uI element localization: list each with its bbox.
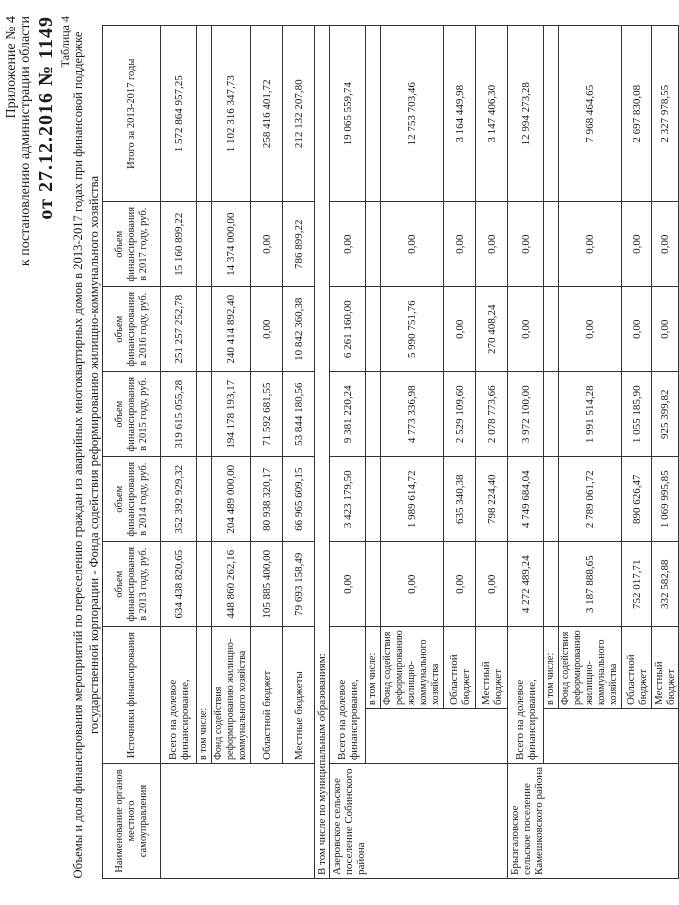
value-cell: 0,00 <box>508 202 544 287</box>
value-cell <box>366 26 381 202</box>
column-header: объем финансирования в 2015 году, руб. <box>103 372 161 457</box>
value-cell: 4 272 489,24 <box>508 542 544 627</box>
value-cell: 0,00 <box>444 542 476 627</box>
value-cell <box>197 457 212 542</box>
value-cell: 4 773 336,98 <box>381 372 444 457</box>
value-cell: 105 885 400,00 <box>251 542 283 627</box>
value-cell: 212 132 207,80 <box>283 26 315 202</box>
value-cell: 448 860 262,16 <box>212 542 251 627</box>
value-cell: 634 438 820,65 <box>161 542 197 627</box>
value-cell: 0,00 <box>508 287 544 372</box>
table-row <box>330 26 366 879</box>
appendix-number: Приложение № 4 <box>4 16 19 119</box>
totals-label-cell <box>161 764 315 879</box>
municipality-name: Брызгаловское сельское поселение Камешковского района <box>508 764 679 879</box>
column-header: Итого за 2013-2017 годы <box>103 26 161 202</box>
value-cell <box>197 372 212 457</box>
value-cell: 352 392 929,32 <box>161 457 197 542</box>
value-cell <box>544 457 559 542</box>
table-number: Таблица 4 <box>58 16 72 68</box>
value-cell: 258 416 401,72 <box>251 26 283 202</box>
indent-cell <box>366 709 508 764</box>
source-cell: в том числе: <box>544 627 559 709</box>
value-cell <box>366 202 381 287</box>
source-cell: Фонд содействия реформированию жилищно-коммунального хозяйства <box>381 627 444 709</box>
table-row <box>197 26 212 879</box>
indent-cell <box>544 709 679 764</box>
value-cell: 3 423 179,50 <box>330 457 366 542</box>
value-cell: 0,00 <box>330 542 366 627</box>
value-cell: 6 261 160,00 <box>330 287 366 372</box>
value-cell: 10 842 360,38 <box>283 287 315 372</box>
table-row <box>161 26 197 879</box>
source-cell: Местный бюджет <box>476 627 508 709</box>
value-cell: 925 399,82 <box>652 372 679 457</box>
source-cell: в том числе: <box>366 627 381 709</box>
table-row <box>212 26 251 879</box>
value-cell <box>544 26 559 202</box>
source-cell: Всего на долевое финансирование, <box>161 627 197 764</box>
value-cell: 79 693 158,49 <box>283 542 315 627</box>
value-cell <box>366 372 381 457</box>
value-cell: 3 147 406,30 <box>476 26 508 202</box>
value-cell: 0,00 <box>251 287 283 372</box>
value-cell: 2 078 773,66 <box>476 372 508 457</box>
value-cell: 53 844 180,56 <box>283 372 315 457</box>
value-cell: 2 327 978,55 <box>652 26 679 202</box>
value-cell <box>197 202 212 287</box>
value-cell: 0,00 <box>652 202 679 287</box>
value-cell: 19 065 559,74 <box>330 26 366 202</box>
value-cell: 14 374 000,00 <box>212 202 251 287</box>
value-cell: 240 414 892,40 <box>212 287 251 372</box>
value-cell <box>197 26 212 202</box>
source-cell: Местные бюджеты <box>283 627 315 764</box>
value-cell: 2 697 830,08 <box>622 26 652 202</box>
value-cell: 0,00 <box>330 202 366 287</box>
value-cell: 251 257 252,78 <box>161 287 197 372</box>
value-cell: 12 994 273,28 <box>508 26 544 202</box>
value-cell: 1 055 185,90 <box>622 372 652 457</box>
value-cell: 319 615 055,28 <box>161 372 197 457</box>
value-cell: 798 224,40 <box>476 457 508 542</box>
source-cell: Фонд содействия реформированию жилищно-коммунального хозяйства <box>559 627 622 709</box>
value-cell: 3 187 888,65 <box>559 542 622 627</box>
value-cell: 66 965 609,15 <box>283 457 315 542</box>
column-header: Наименование органов местного самоуправления <box>103 764 161 879</box>
value-cell: 0,00 <box>476 202 508 287</box>
municipality-name: Азеровское сельское поселение Собинского района <box>330 764 508 879</box>
value-cell: 635 340,38 <box>444 457 476 542</box>
value-cell: 194 178 193,17 <box>212 372 251 457</box>
financing-table <box>102 25 679 879</box>
source-cell: Областной бюджет <box>444 627 476 709</box>
value-cell <box>544 542 559 627</box>
value-cell: 9 381 220,24 <box>330 372 366 457</box>
column-header: объем финансирования в 2014 году, руб. <box>103 457 161 542</box>
table-row <box>283 26 315 879</box>
column-header: объем финансирования в 2013 году, руб. <box>103 542 161 627</box>
value-cell: 752 017,71 <box>622 542 652 627</box>
value-cell: 2 529 109,60 <box>444 372 476 457</box>
value-cell: 270 408,24 <box>476 287 508 372</box>
value-cell: 890 626,47 <box>622 457 652 542</box>
column-header: Источники финансирования <box>103 627 161 764</box>
value-cell: 0,00 <box>444 202 476 287</box>
source-cell: Всего на долевое финансирование, <box>508 627 544 764</box>
value-cell <box>366 542 381 627</box>
value-cell <box>197 287 212 372</box>
table-row <box>251 26 283 879</box>
source-cell: Всего на долевое финансирование, <box>330 627 366 764</box>
table-row <box>544 26 559 879</box>
value-cell: 12 753 703,46 <box>381 26 444 202</box>
value-cell: 786 899,22 <box>283 202 315 287</box>
table-row <box>366 26 381 879</box>
value-cell <box>544 287 559 372</box>
value-cell: 0,00 <box>622 287 652 372</box>
value-cell: 1 991 514,28 <box>559 372 622 457</box>
source-cell: Местный бюджет <box>652 627 679 709</box>
value-cell: 0,00 <box>559 202 622 287</box>
value-cell: 0,00 <box>444 287 476 372</box>
value-cell <box>197 542 212 627</box>
value-cell: 1 572 864 957,25 <box>161 26 197 202</box>
value-cell <box>366 287 381 372</box>
column-header: объем финансирования в 2016 году, руб. <box>103 287 161 372</box>
value-cell: 0,00 <box>381 542 444 627</box>
value-cell: 332 582,88 <box>652 542 679 627</box>
value-cell <box>544 372 559 457</box>
value-cell: 80 938 320,17 <box>251 457 283 542</box>
value-cell <box>366 457 381 542</box>
value-cell: 0,00 <box>652 287 679 372</box>
value-cell: 0,00 <box>559 287 622 372</box>
section-label: В том числе по муниципальным образованиям: <box>315 26 330 879</box>
table-header-row <box>103 26 161 879</box>
section-row <box>315 26 330 879</box>
value-cell: 71 592 681,55 <box>251 372 283 457</box>
value-cell: 0,00 <box>622 202 652 287</box>
value-cell: 3 972 100,00 <box>508 372 544 457</box>
value-cell: 1 069 995,85 <box>652 457 679 542</box>
value-cell: 4 749 684,04 <box>508 457 544 542</box>
value-cell: 0,00 <box>381 202 444 287</box>
value-cell: 0,00 <box>251 202 283 287</box>
value-cell: 0,00 <box>476 542 508 627</box>
value-cell: 1 102 316 347,73 <box>212 26 251 202</box>
column-header: объем финансирования в 2017 году, руб. <box>103 202 161 287</box>
value-cell: 7 968 464,65 <box>559 26 622 202</box>
value-cell: 15 160 899,22 <box>161 202 197 287</box>
source-cell: Фонд содействия реформированию жилищно-коммунального хозяйства <box>212 627 251 764</box>
table-row <box>508 26 544 879</box>
value-cell: 5 990 751,76 <box>381 287 444 372</box>
value-cell: 204 489 000,00 <box>212 457 251 542</box>
source-cell: Областной бюджет <box>622 627 652 709</box>
document-title: Объемы и доля финансирования мероприятий по переселению граждан из аварийных многоквартирных домов в 2013-2017 годах при финансовой поддержке государственной корпорации - Фонда содействия реформированию жилищно-коммунального хозяйства <box>71 31 101 879</box>
decree-reference: к постановлению администрации области <box>18 16 33 267</box>
value-cell: 3 164 449,98 <box>444 26 476 202</box>
source-cell: Областной бюджет <box>251 627 283 764</box>
source-cell: в том числе: <box>197 627 212 764</box>
decree-date: от 27.12.2016 № 1149 <box>35 16 57 220</box>
value-cell: 1 989 614,72 <box>381 457 444 542</box>
value-cell <box>544 202 559 287</box>
value-cell: 2 789 061,72 <box>559 457 622 542</box>
